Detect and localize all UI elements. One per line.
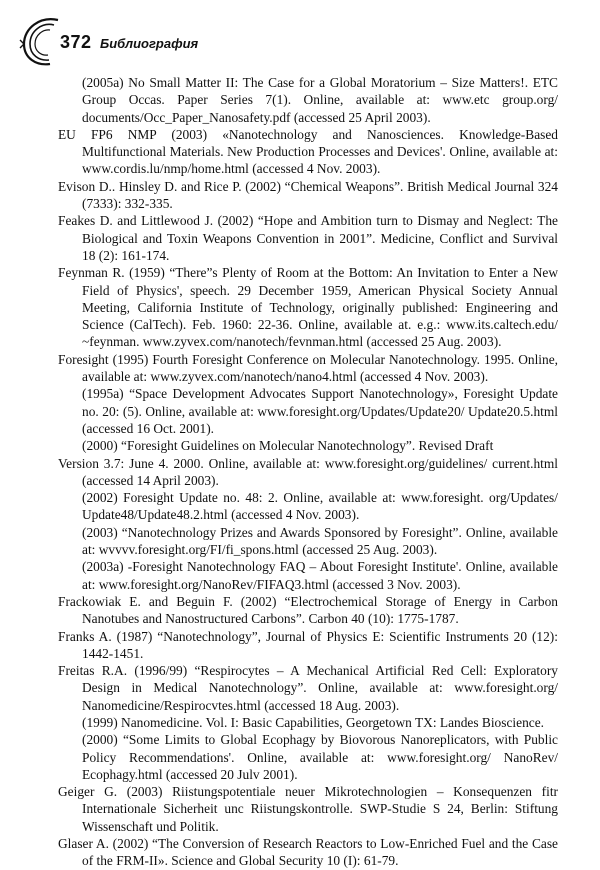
bibliography-entry: Feakes D. and Littlewood J. (2002) “Hope and Ambition turn to Dismay and Neglect: The Biological and Toxin Weapons Convention in 2001”. Medicine, Conflict and Survival 18 (2): 161-174. bbox=[58, 213, 558, 263]
bibliography-entry-continuation: (2003) “Nanotechnology Prizes and Awards Sponsored by Foresight”. Online, available at: wvvvv.foresight.org/FI/fi_spons.html (accessed 25 Aug. 2003). bbox=[82, 524, 558, 558]
bibliography-entry-continuation: (1995a) “Space Development Advocates Support Nanotechnology», Foresight Update no. 20: (5). Online, available at: www.foresight.org/Updates/Update20/ Update20.5.html (accessed 16 Oct. 2001). bbox=[82, 386, 558, 436]
bibliography-entry: Freitas R.A. (1996/99) “Respirocytes – A Mechanical Artificial Red Cell: Exploratory Design in Medical Nanotechnology”. Online, available at: www.foresight.org/ Nanomedicine/Respirocvtes.html (accessed 18 Aug. 2003). bbox=[58, 663, 558, 713]
bibliography-entry-continuation: (2005a) No Small Matter II: The Case for a Global Moratorium – Size Matters!. ETC Group Occas. Paper Series 7(1). Online, available at: www.etc group.org/ documents/Occ_Paper_Nanosafety.pdf (accessed 25 April 2003). bbox=[82, 75, 558, 125]
bibliography-entry: Glaser A. (2002) “The Conversion of Research Reactors to Low-Enriched Fuel and the Case of the FRM-II». Science and Global Security 10 (I): 61-79. bbox=[58, 836, 558, 869]
bibliography-entry-continuation: (2000) “Some Limits to Global Ecophagy by Biovorous Nanoreplicators, with Public Policy Recommendations'. Online, available at: www.foresight.org/ NanoRev/ Ecophagy.html (accessed 20 Julv 2001). bbox=[82, 732, 558, 782]
bibliography-entry: Geiger G. (2003) Riistungspotentiale neuer Mikrotechnologien – Konsequenzen fitr Internationale Sicherheit unc Riistungskontrolle. SWP-Studie S 24, Berlin: Stiftung Wissenschaft und Politik. bbox=[58, 784, 558, 834]
section-title: Библиография bbox=[100, 36, 199, 51]
bibliography-entry: Frackowiak E. and Beguin F. (2002) “Electrochemical Storage of Energy in Carbon Nanotubes and Nanostructured Carbons”. Carbon 40 (10): 1775-1787. bbox=[58, 593, 558, 627]
bibliography-list bbox=[58, 74, 558, 870]
bibliography-entry-continuation: (2002) Foresight Update no. 48: 2. Online, available at: www.foresight. org/Updates/ Update48/Update48.2.html (accessed 4 Nov. 2003). bbox=[82, 490, 558, 523]
bibliography-entry-continuation: (2000) “Foresight Guidelines on Molecular Nanotechnology”. Revised Draft bbox=[82, 438, 494, 454]
bibliography-entry: Feynman R. (1959) “There”s Plenty of Room at the Bottom: An Invitation to Enter a New Field of Physics', speech. 29 December 1959, American Physical Society Annual Meeting, California Institute of Technology, originally published: Engineering and Science (CalTech). Feb. 1960: 22-36. Online, available at. e.g.: www.its.caltech.edu/ ~feynman. www.zyvex.com/nanotech/fevnman.html (accessed 25 Aug. 2003). bbox=[58, 265, 558, 350]
bibliography-entry: Version 3.7: June 4. 2000. Online, available at: www.foresight.org/guidelines/ current.html (accessed 14 April 2003). bbox=[58, 455, 558, 488]
bibliography-entry-continuation: (1999) Nanomedicine. Vol. I: Basic Capabilities, Georgetown TX: Landes Bioscience. bbox=[82, 714, 545, 730]
bibliography-entry: Franks A. (1987) “Nanotechnology”, Journal of Physics E: Scientific Instruments 20 (12): 1442-1451. bbox=[58, 628, 558, 661]
bibliography-entry-continuation: (2003a) -Foresight Nanotechnology FAQ – About Foresight Institute'. Online, available at: www.foresight.org/NanoRev/FIFAQ3.html (accessed 3 Nov. 2003). bbox=[82, 559, 558, 592]
bibliography-entry: EU FP6 NMP (2003) «Nanotechnology and Nanosciences. Knowledge-Based Multifunctional Materials. New Production Processes and Devices'. Online, available at: www.cordis.lu/nmp/home.html (accessed 4 Nov. 2003). bbox=[58, 126, 558, 177]
page-number: 372 bbox=[60, 32, 92, 52]
bibliography-entry: Foresight (1995) Fourth Foresight Conference on Molecular Nanotechnology. 1995. Online, available at: www.zyvex.com/nanotech/nano4.html (accessed 4 Nov. 2003). bbox=[58, 351, 558, 385]
bibliography-entry: Evison D.. Hinsley D. and Rice P. (2002) “Chemical Weapons”. British Medical Journal 324 (7333): 332-335. bbox=[58, 178, 558, 212]
page-header bbox=[18, 14, 278, 68]
